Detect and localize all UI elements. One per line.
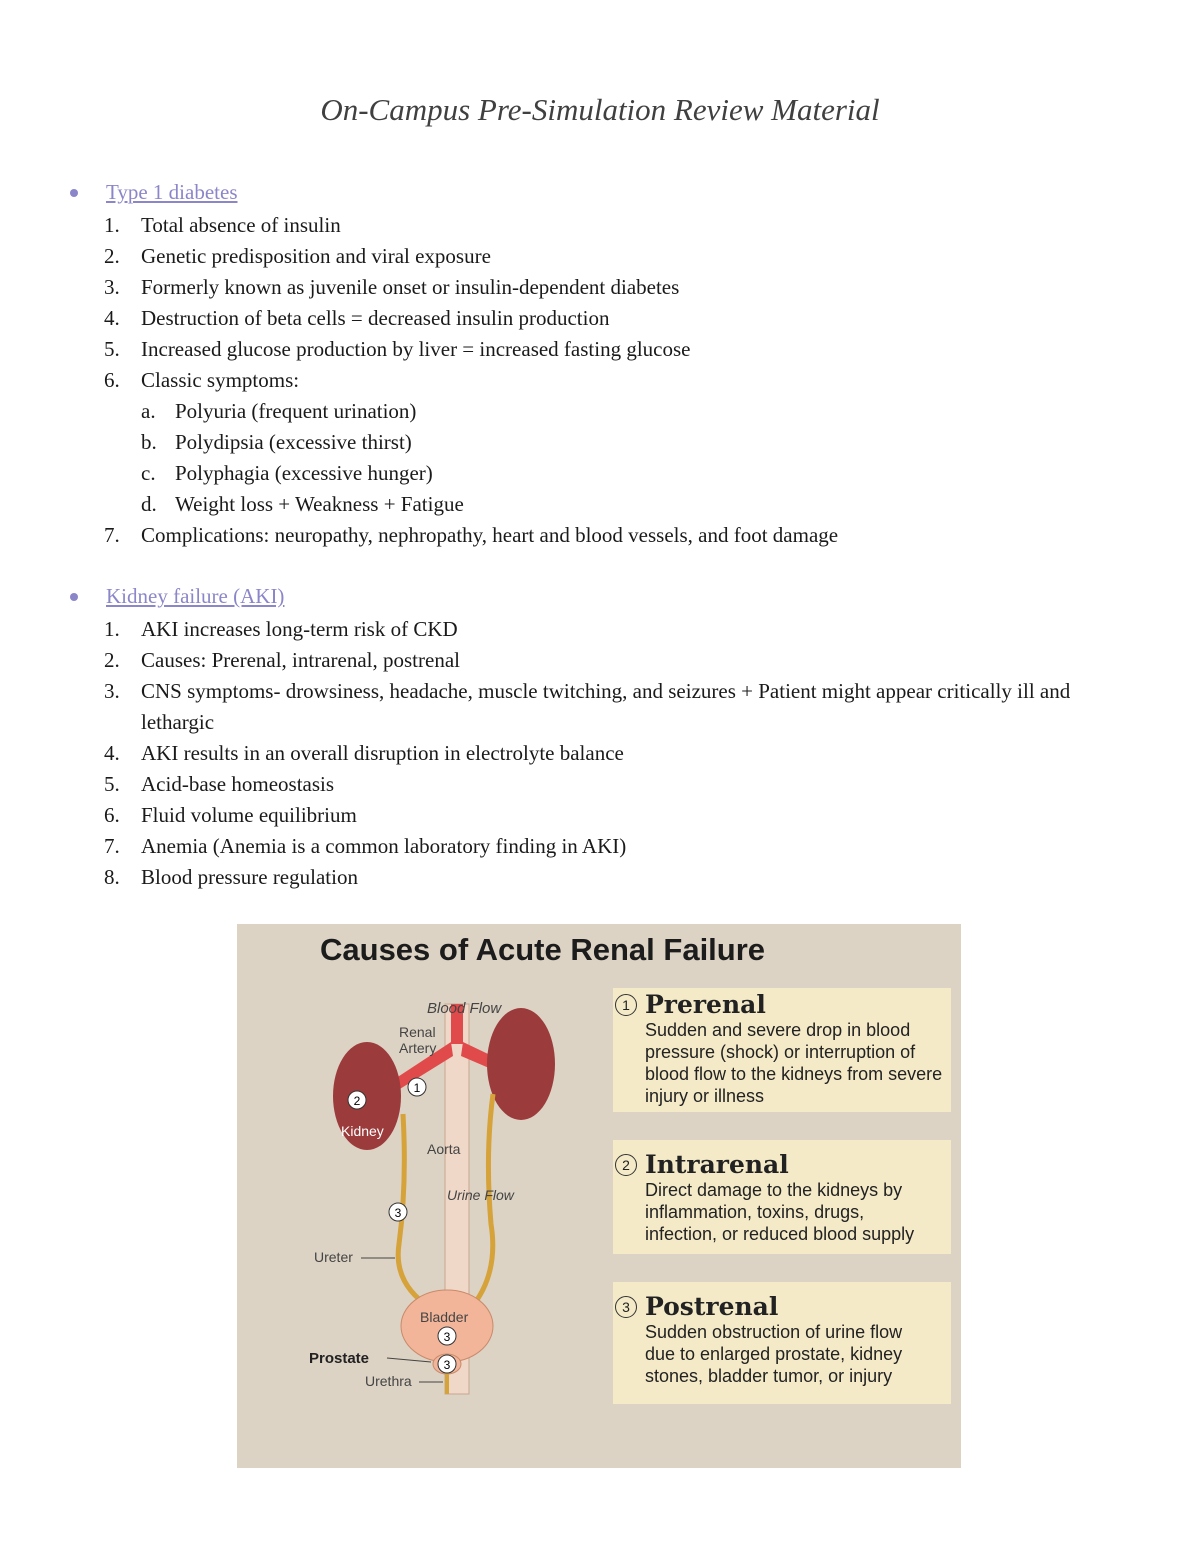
cause-box-prerenal (613, 988, 951, 1112)
svg-text:3: 3 (443, 1330, 451, 1344)
svg-text:2: 2 (353, 1094, 361, 1108)
figure-title: Causes of Acute Renal Failure (320, 932, 766, 967)
cause-box-intrarenal (613, 1140, 951, 1254)
list-subitem: b. Polydipsia (excessive thirst) (141, 430, 412, 454)
list-item: 7. Complications: neuropathy, nephropathy, heart and blood vessels, and foot damage (104, 523, 839, 547)
renal-failure-figure (237, 924, 961, 1468)
section-heading-kidney-failure (70, 584, 284, 609)
page-title: On-Campus Pre-Simulation Review Material (320, 92, 880, 127)
number-2-icon: 2 (615, 1154, 637, 1176)
section-heading-type-1-diabetes (70, 180, 238, 205)
cause-desc-intrarenal: Direct damage to the kidneys by inflammation, toxins, drugs, infection, or reduced blood supply (645, 1180, 915, 1244)
list-item: 3. Formerly known as juvenile onset or insulin-dependent diabetes (104, 275, 680, 299)
cause-title-prerenal: Prerenal (645, 990, 766, 1019)
list-item: 6. Fluid volume equilibrium (104, 803, 357, 827)
bladder-shape (401, 1290, 493, 1362)
bullet-icon (70, 189, 78, 197)
renal-artery-label-line-2: Artery (399, 1040, 437, 1056)
list-item: 5. Acid-base homeostasis (104, 772, 335, 796)
list-subitem: c. Polyphagia (excessive hunger) (141, 461, 433, 485)
svg-text:3: 3 (394, 1206, 402, 1220)
section-link-kidney-failure[interactable]: Kidney failure (AKI) (106, 584, 285, 608)
type-1-diabetes-list (104, 210, 838, 551)
renal-artery-label-line-1: Renal (399, 1024, 436, 1040)
svg-text:1: 1 (413, 1081, 421, 1095)
ureter-label: Ureter (314, 1249, 353, 1265)
list-item: 7. Anemia (Anemia is a common laboratory finding in AKI) (104, 834, 627, 858)
list-item: 6. Classic symptoms: (104, 368, 300, 392)
cause-title-intrarenal: Intrarenal (645, 1150, 789, 1179)
kidney-label: Kidney (341, 1123, 384, 1139)
number-3-icon: 3 (615, 1296, 637, 1318)
list-item: 2. Genetic predisposition and viral exposure (104, 244, 491, 268)
svg-text:3: 3 (443, 1358, 451, 1372)
section-link-type-1-diabetes[interactable]: Type 1 diabetes (106, 180, 238, 204)
kidney-failure-list (104, 614, 1124, 893)
cause-title-postrenal: Postrenal (645, 1292, 779, 1321)
list-item: 4. Destruction of beta cells = decreased insulin production (104, 306, 610, 330)
list-item: 8. Blood pressure regulation (104, 865, 358, 889)
bladder-label: Bladder (420, 1309, 469, 1325)
list-item: 2. Causes: Prerenal, intrarenal, postrenal (104, 648, 460, 672)
cause-desc-prerenal: Sudden and severe drop in blood pressure (shock) or interruption of blood flow to the kidneys from severe injury or illness (645, 1020, 943, 1106)
list-item: 3. CNS symptoms- drowsiness, headache, muscle twitching, and seizures + Patient might appear critically ill and lethargic (104, 679, 1071, 734)
bullet-icon (70, 593, 78, 601)
list-item: 4. AKI results in an overall disruption in electrolyte balance (104, 741, 624, 765)
prostate-label: Prostate (309, 1350, 370, 1367)
urethra-label: Urethra (365, 1373, 412, 1389)
kidney-right-shape (487, 1008, 555, 1120)
urine-flow-label: Urine Flow (447, 1187, 514, 1203)
list-item: 5. Increased glucose production by liver = increased fasting glucose (104, 337, 691, 361)
aorta-label: Aorta (427, 1141, 461, 1157)
list-subitem: a. Polyuria (frequent urination) (141, 399, 417, 423)
cause-box-postrenal (613, 1282, 951, 1404)
list-subitem: d. Weight loss + Weakness + Fatigue (141, 492, 464, 516)
list-item: 1. Total absence of insulin (104, 213, 341, 237)
cause-desc-postrenal: Sudden obstruction of urine flow due to enlarged prostate, kidney stones, bladder tumor, or injury (645, 1322, 903, 1386)
number-1-icon: 1 (615, 994, 637, 1016)
blood-flow-label: Blood Flow (427, 1000, 502, 1017)
list-item: 1. AKI increases long-term risk of CKD (104, 617, 458, 641)
